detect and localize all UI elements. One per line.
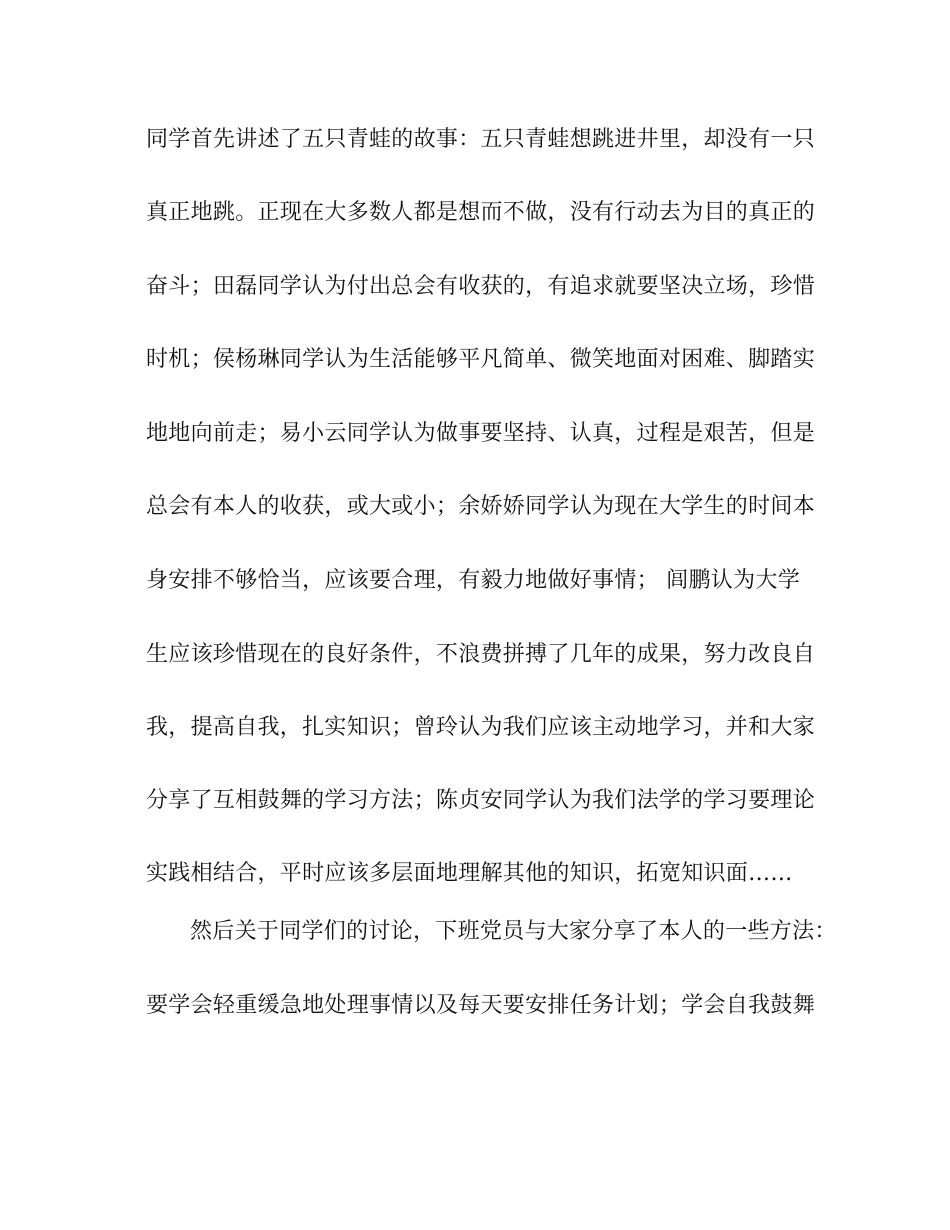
- text-line: 要学会轻重缓急地处理事情以及每天要安排任务计划；学会自我鼓舞: [146, 993, 816, 1018]
- text-line: 生应该珍惜现在的良好条件，不浪费拼搏了几年的成果，努力改良自: [146, 642, 816, 667]
- text-line: 真正地跳。正现在大多数人都是想而不做，没有行动去为目的真正的: [146, 200, 816, 225]
- text-line: 我，提高自我，扎实知识；曾玲认为我们应该主动地学习，并和大家: [146, 715, 816, 740]
- text-line: 身安排不够恰当，应该要合理，有毅力地做好事情； 闾鹏认为大学: [146, 568, 800, 593]
- text-line: 时机；侯杨琳同学认为生活能够平凡简单、微笑地面对困难、脚踏实: [146, 347, 816, 372]
- text-line: 同学首先讲述了五只青蛙的故事：五只青蛙想跳进井里，却没有一只: [146, 127, 816, 152]
- text-line: 分享了互相鼓舞的学习方法；陈贞安同学认为我们法学的学习要理论: [146, 788, 816, 813]
- text-line: 总会有本人的收获，或大或小；余娇娇同学认为现在大学生的时间本: [146, 494, 816, 519]
- text-line: 实践相结合，平时应该多层面地理解其他的知识，拓宽知识面……: [146, 861, 793, 886]
- text-line: 地地向前走；易小云同学认为做事要坚持、认真，过程是艰苦，但是: [146, 421, 816, 446]
- text-line: 奋斗；田磊同学认为付出总会有收获的，有追求就要坚决立场，珍惜: [146, 274, 816, 299]
- paragraph-first-line: 然后关于同学们的讨论，下班党员与大家分享了本人的一些方法：: [190, 919, 837, 944]
